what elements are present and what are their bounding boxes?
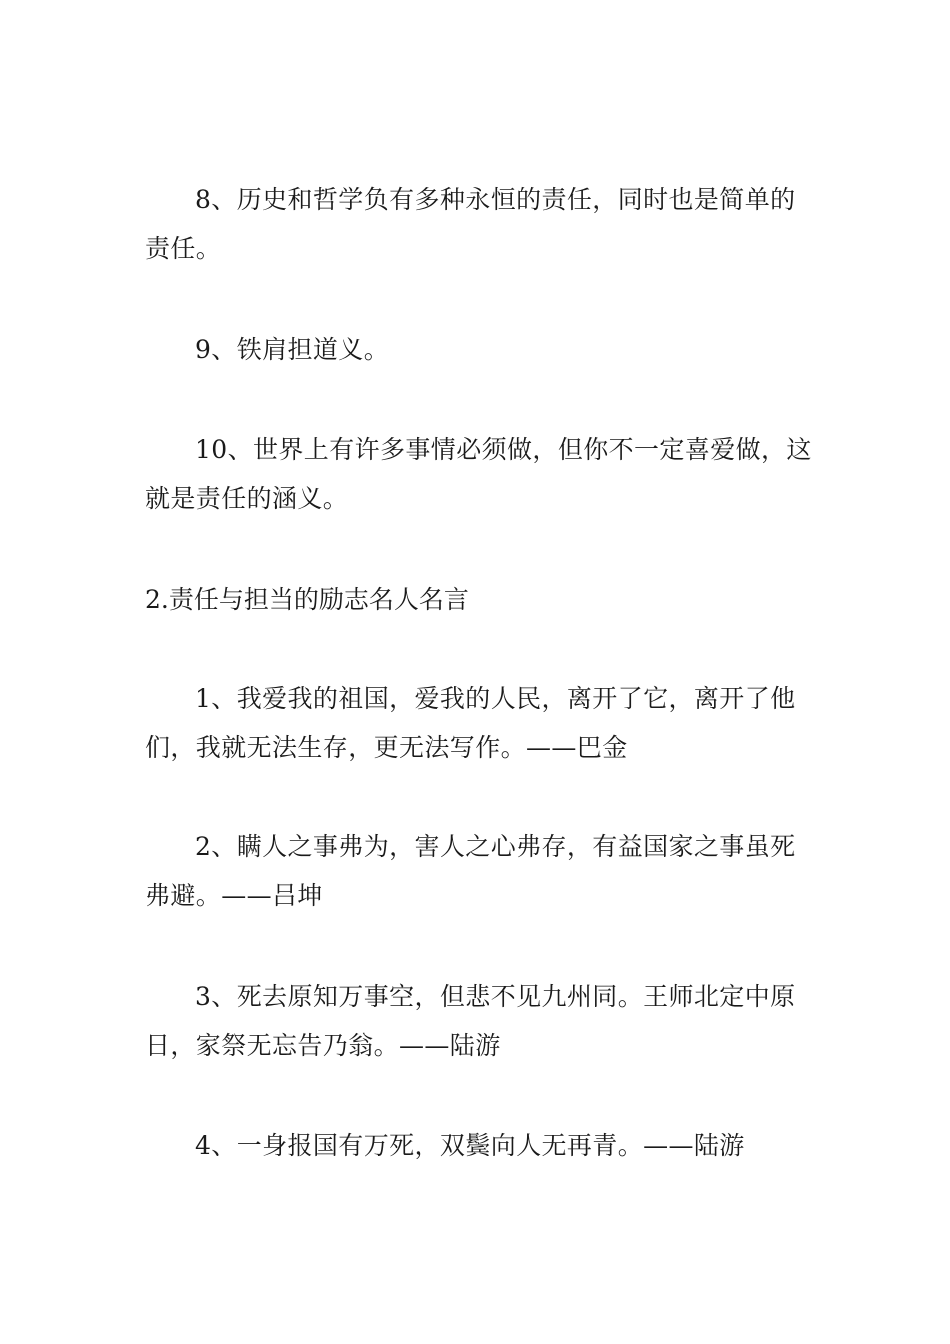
paragraph-8: 8、历史和哲学负有多种永恒的责任，同时也是简单的责任。: [145, 185, 796, 263]
paragraph-9: 9、铁肩担道义。: [195, 335, 390, 364]
paragraph-10: 10、世界上有许多事情必须做，但你不一定喜爱做，这就是责任的涵义。: [145, 435, 812, 513]
section-heading: 2.责任与担当的励志名人名言: [145, 585, 469, 614]
quote-2: 2、瞒人之事弗为，害人之心弗存，有益国家之事虽死弗避。——吕坤: [145, 832, 796, 910]
quote-3: 3、死去原知万事空，但悲不见九州同。王师北定中原日，家祭无忘告乃翁。——陆游: [145, 982, 796, 1060]
quote-4: 4、一身报国有万死，双鬓向人无再青。——陆游: [195, 1131, 745, 1160]
quote-1: 1、我爱我的祖国，爱我的人民，离开了它，离开了他们，我就无法生存，更无法写作。——巴金: [145, 684, 796, 762]
